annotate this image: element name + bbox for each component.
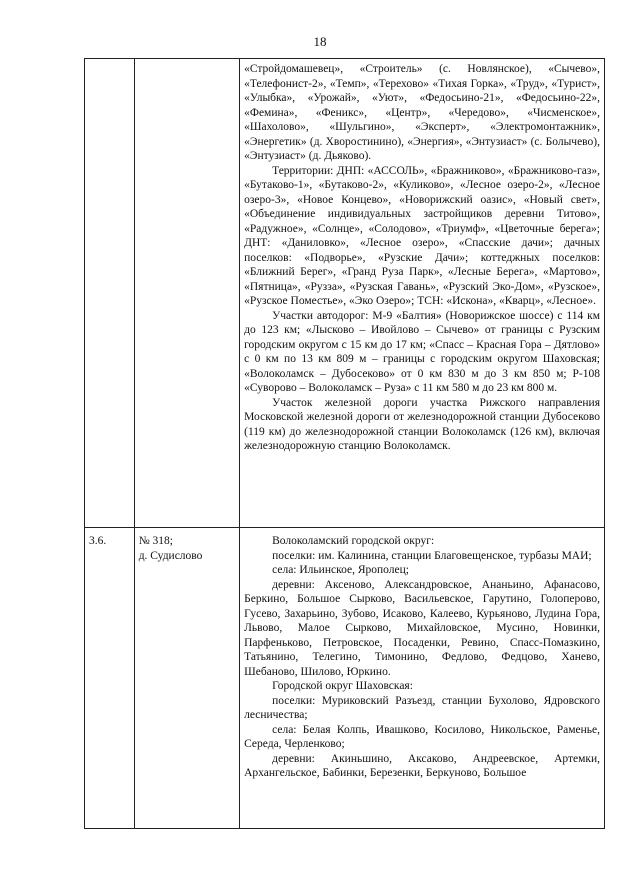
settlements-table [84,58,605,829]
hamlets-paragraph: деревни: Аксеново, Александровское, Ананьино, Афанасово, Беркино, Большое Сырково, Васильевское, Гарутино, Голоперово, Гусево, Захарьино, Зубово, Исаково, Калеево, Курьяново, Лудина Гора, Львово, Малое Сырково, Михайловское, Мусино, Новинки, Парфеньково, Петровское, Посаденки, Ревино, Спасс-Помазкино, Татьянино, Телегино, Тимонино, Федлово, Федцово, Ханево, Шебаново, Шилово, Юркино. [244,578,600,678]
description-cell [240,528,605,829]
roads-paragraph: Участки автодорог: М-9 «Балтия» (Новорижское шоссе) с 114 км до 123 км; «Лысково – Ивойлово – Сычево» от границы с Рузским городским округом с 15 км до 17 км; «Спасс – Красная Гора – Дятлово» с 0 км по 13 км 809 м – границы с городским округом Шаховская; «Волоколамск – Дубосеково» от 0 км 830 м до 3 км 850 м; Р-108 «Суворово – Волоколамск – Руза» с 11 км 580 м до 23 км 800 м. [244,309,600,394]
row-number [85,59,134,64]
row-number: 3.6. [89,535,107,547]
territories-paragraph: Территории: ДНП: «АССОЛЬ», «Бражниково», «Бражниково-газ», «Бутаково-1», «Бутаково-2», «Куликово», «Лесное озеро-2», «Лесное озеро-3», «Новое Концево», «Новорижский оазис», «Новый свет», «Объединение индивидуальных застройщиков деревни Титово», «Радужное», «Солнце», «Солодово», «Триумф», «Цветочные берега»; ДНТ: «Даниловко», «Лесное озеро», «Спасские дачи»; дачных поселков: «Подворье», «Рузские Дачи»; коттеджных поселков: «Ближний Берег», «Гранд Руза Парк», «Лесные Берега», «Мартово», «Пятница», «Рузза», «Рузская Гавань», «Рузский Эко-Дом», «Рузское», «Рузское Поместье», «Эко Озеро»; ТСН: «Искона», «Кварц», «Лесное». [244,164,600,307]
settlements-paragraph: поселки: Муриковский Разъезд, станции Бухолово, Ядровского лесничества; [244,694,600,721]
site-number: № 318; [138,535,173,547]
row-number-cell [85,528,135,829]
page-number: 18 [313,34,327,49]
district-heading: Волоколамский городской округ: [272,535,435,547]
villages-paragraph: села: Белая Колпь, Ивашково, Косилово, Никольское, Раменье, Середа, Черленково; [244,723,600,750]
railway-paragraph: Участок железной дороги участка Рижского направления Московской железной дороги от железнодорожной станции Дубосеково (119 км) до железнодорожной станции Волоколамск (126 км), включая железнодорожную станцию Волоколамск. [244,396,600,452]
site-cell [134,59,239,528]
site-cell [134,528,239,829]
table-row [85,59,605,528]
description-cell [240,59,605,528]
table-row [85,528,605,829]
settlements-paragraph: поселки: им. Калинина, станции Благовещенское, турбазы МАИ; [272,549,592,562]
row-number-cell [85,59,135,528]
site-name: д. Судислово [138,549,203,562]
villages-paragraph: села: Ильинское, Ярополец; [272,564,409,576]
hamlets-paragraph: деревни: Акиньшино, Аксаково, Андреевское, Артемки, Архангельское, Бабинки, Березенки, Беркуново, Большое [244,752,600,779]
district-heading: Городской округ Шаховская: [272,680,413,692]
snt-list-paragraph: «Стройдомашевец», «Строитель» (с. Новлянское), «Сычево», «Телефонист-2», «Темп», «Терехово» «Тихая Горка», «Труд», «Турист», «Улыбка», «Урожай», «Уют», «Федосьино-21», «Федосьино-22», «Фемина», «Феникс», «Центр», «Чередово», «Чисменское», «Шахолово», «Шульгино», «Эксперт», «Электромонтажник», «Энергетик» (д. Хворостинино), «Энергия», «Энтузиаст» (с. Болычево), «Энтузиаст» (д. Дьяково). [244,63,600,162]
site-name [135,59,239,64]
